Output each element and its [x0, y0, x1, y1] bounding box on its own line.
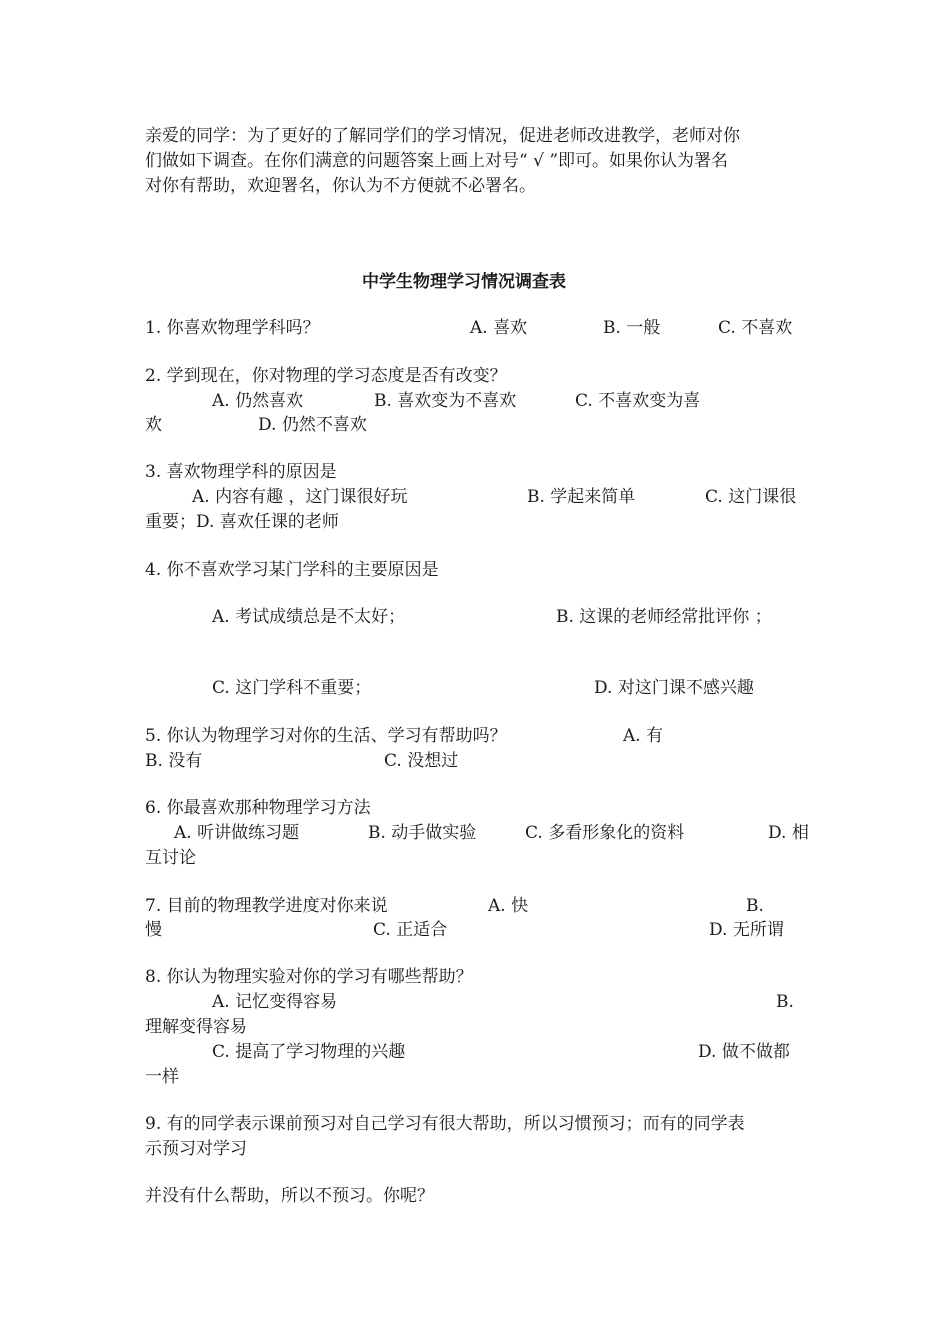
q5-option-b[interactable]: B. 没有 [145, 751, 203, 771]
q1-option-c[interactable]: C. 不喜欢 [718, 318, 793, 338]
q9-line-3: 并没有什么帮助，所以不预习。你呢？ [145, 1186, 434, 1206]
q3-stem: 3. 喜欢物理学科的原因是 [145, 462, 337, 482]
q8-stem: 8. 你认为物理实验对你的学习有哪些帮助？ [145, 967, 473, 987]
q6-option-d[interactable]: D. 相 [768, 823, 809, 843]
q1-option-a[interactable]: A. 喜欢 [470, 318, 528, 338]
q4-stem: 4. 你不喜欢学习某门学科的主要原因是 [145, 560, 439, 580]
q6-option-d-cont: 互讨论 [145, 848, 196, 868]
q2-option-a[interactable]: A. 仍然喜欢 [212, 391, 304, 411]
q8-option-d-cont: 一样 [145, 1067, 179, 1087]
q4-option-d[interactable]: D. 对这门课不感兴趣 [594, 678, 754, 698]
survey-title: 中学生物理学习情况调查表 [362, 272, 566, 292]
q8-option-a[interactable]: A. 记忆变得容易 [212, 992, 338, 1012]
q7-stem: 7. 目前的物理教学进度对你来说 [145, 896, 388, 916]
q7-option-d[interactable]: D. 无所谓 [709, 920, 784, 940]
q3-option-c[interactable]: C. 这门课很 [705, 487, 797, 507]
q4-option-c[interactable]: C. 这门学科不重要； [212, 678, 372, 698]
q7-option-b[interactable]: B. [746, 896, 764, 916]
q8-option-d[interactable]: D. 做不做都 [698, 1042, 790, 1062]
q3-option-a[interactable]: A. 内容有趣 ，这门课很好玩 [192, 487, 408, 507]
q8-option-b-cont: 理解变得容易 [145, 1017, 247, 1037]
q3-option-b[interactable]: B. 学起来简单 [527, 487, 636, 507]
q1-stem: 1. 你喜欢物理学科吗？ [145, 318, 320, 338]
q7-option-a[interactable]: A. 快 [488, 896, 529, 916]
q8-option-b[interactable]: B. [776, 992, 794, 1012]
q9-line-2: 示预习对学习 [145, 1139, 247, 1159]
q6-option-b[interactable]: B. 动手做实验 [368, 823, 477, 843]
q8-option-c[interactable]: C. 提高了学习物理的兴趣 [212, 1042, 406, 1062]
q2-stem: 2. 学到现在，你对物理的学习态度是否有改变？ [145, 366, 507, 386]
q9-line-1: 9. 有的同学表示课前预习对自己学习有很大帮助，所以习惯预习；而有的同学表 [145, 1114, 745, 1134]
q4-option-a[interactable]: A. 考试成绩总是不太好； [212, 607, 406, 627]
q2-option-c[interactable]: C. 不喜欢变为喜 [575, 391, 701, 411]
q6-stem: 6. 你最喜欢那种物理学习方法 [145, 798, 371, 818]
q5-stem: 5. 你认为物理学习对你的生活、学习有帮助吗？ [145, 726, 507, 746]
q4-option-b[interactable]: B. 这课的老师经常批评你 ； [556, 607, 772, 627]
q6-option-a[interactable]: A. 听讲做练习题 [174, 823, 300, 843]
q7-option-b-cont: 慢 [145, 920, 162, 940]
q6-option-c[interactable]: C. 多看形象化的资料 [525, 823, 685, 843]
q2-option-b[interactable]: B. 喜欢变为不喜欢 [374, 391, 517, 411]
q2-option-c-cont: 欢 [145, 415, 162, 435]
intro-line-2: 们做如下调查。在你们满意的问题答案上画上对号“ √ ”即可。如果你认为署名 [145, 151, 729, 171]
q5-option-c[interactable]: C. 没想过 [384, 751, 459, 771]
intro-line-3: 对你有帮助，欢迎署名，你认为不方便就不必署名。 [145, 176, 536, 196]
q1-option-b[interactable]: B. 一般 [603, 318, 661, 338]
q2-option-d[interactable]: D. 仍然不喜欢 [258, 415, 367, 435]
q3-option-c-cont: 重要；D. 喜欢任课的老师 [145, 512, 339, 532]
q7-option-c[interactable]: C. 正适合 [373, 920, 448, 940]
q5-option-a[interactable]: A. 有 [623, 726, 664, 746]
intro-line-1: 亲爱的同学：为了更好的了解同学们的学习情况，促进老师改进教学，老师对你 [145, 126, 740, 146]
